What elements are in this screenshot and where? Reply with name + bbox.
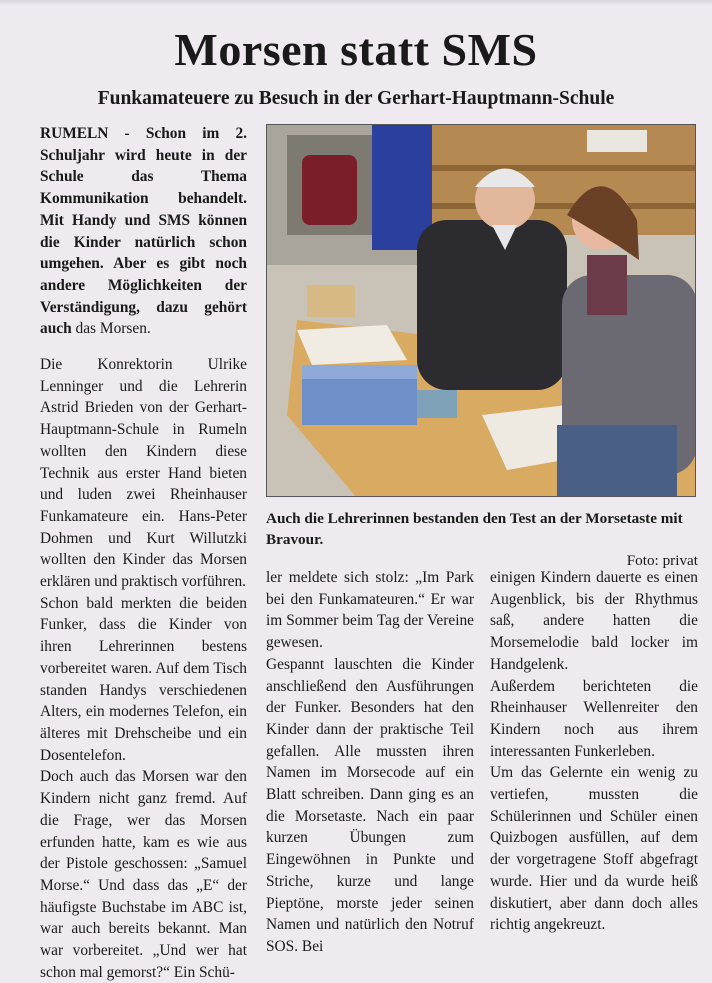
column-1 <box>40 123 247 983</box>
paragraph: Die Konrektorin Ulrike Lenninger und die Lehrerin Astrid Brieden von der Gerhart-Hauptmann-Schule in Rumeln wollten den Kindern diese Technik aus erster Hand bieten und luden zwei Rheinhauser Funkamateure ein. Hans-Peter Dohmen und Kurt Willutzki wollten den Kinder das Morsen erklären und praktisch vorführen. <box>40 356 247 591</box>
paragraph: ler meldete sich stolz: „Im Park bei den Funkamateuren.“ Er war im Sommer beim Tag der Vereine gewesen. <box>266 569 474 652</box>
paragraph: Um das Gelernte ein wenig zu vertiefen, mussten die Schülerinnen und Schüler einen Quizbogen ausfüllen, auf dem der vorgetragene Stoff abgefragt wurde. Hier und da wurde heiß diskutiert, aber dann doch alles richtig angekreuzt. <box>490 764 698 934</box>
lead-text: RUMELN - Schon im 2. Schuljahr wird heute in der Schule das Thema Kommunikation behandelt. Mit Handy und SMS können die Kinder natürlich schon umgehen. Aber es gibt noch andere Möglichkeiten der Verständigung, dazu gehört auch <box>40 125 247 338</box>
paragraph: Schon bald merkten die beiden Funker, dass die Kinder von ihren Lehrerinnen bestens vorbereitet waren. Auf dem Tisch standen Handys verschiedenen Alters, ein modernes Telefon, ein älteres mit Drehscheibe und ein Dosentelefon. <box>40 594 247 764</box>
paragraph: Gespannt lauschten die Kinder anschließend den Ausführungen der Funker. Besonders hat den Kinder dann der praktische Teil gefallen. Alle mussten ihren Namen im Morsecode auf ein Blatt schreiben. Dann ging es an die Morsetaste. Nach ein paar kurzen Übungen zum Eingewöhnen in Punkte und Striche, kurze und lange Pieptöne, morste jeder seinen Namen und natürlich den Notruf SOS. Bei <box>266 655 474 955</box>
paragraph: Außerdem berichteten die Rheinhauser Wellenreiter den Kindern noch aus ihrem interessanten Funkerleben. <box>490 677 698 760</box>
paragraph: einigen Kindern dauerte es einen Augenblick, bis der Rhythmus saß, andere hatten die Morsemelodie bald locker im Handgelenk. <box>490 569 698 673</box>
headline: Morsen statt SMS <box>174 24 538 75</box>
column-2 <box>266 567 474 958</box>
photo-credit: Foto: privat <box>626 552 698 569</box>
lead-paragraph <box>40 123 247 340</box>
paragraph: Doch auch das Morsen war den Kindern nicht ganz fremd. Auf die Frage, wer das Morsen erfunden hatte, kam es wie aus der Pistole geschossen: „Samuel Morse.“ Und dass das „E“ der häufigste Buchstabe im ABC ist, war auch bereits bekannt. Man war vorbereitet. „Und wer hat schon mal gemorst?“ Ein Schü- <box>40 768 247 981</box>
page-top-edge <box>0 0 712 6</box>
subheadline: Funkamateuere zu Besuch in der Gerhart-Hauptmann-Schule <box>97 88 615 109</box>
photo-scene <box>267 125 696 497</box>
article-photo <box>266 124 696 497</box>
lead-end: das Morsen. <box>75 320 151 338</box>
column-3 <box>490 567 698 936</box>
caption-text: Auch die Lehrerinnen bestanden den Test an der Morsetaste mit Bravour. <box>266 510 683 548</box>
photo-caption <box>266 508 698 571</box>
